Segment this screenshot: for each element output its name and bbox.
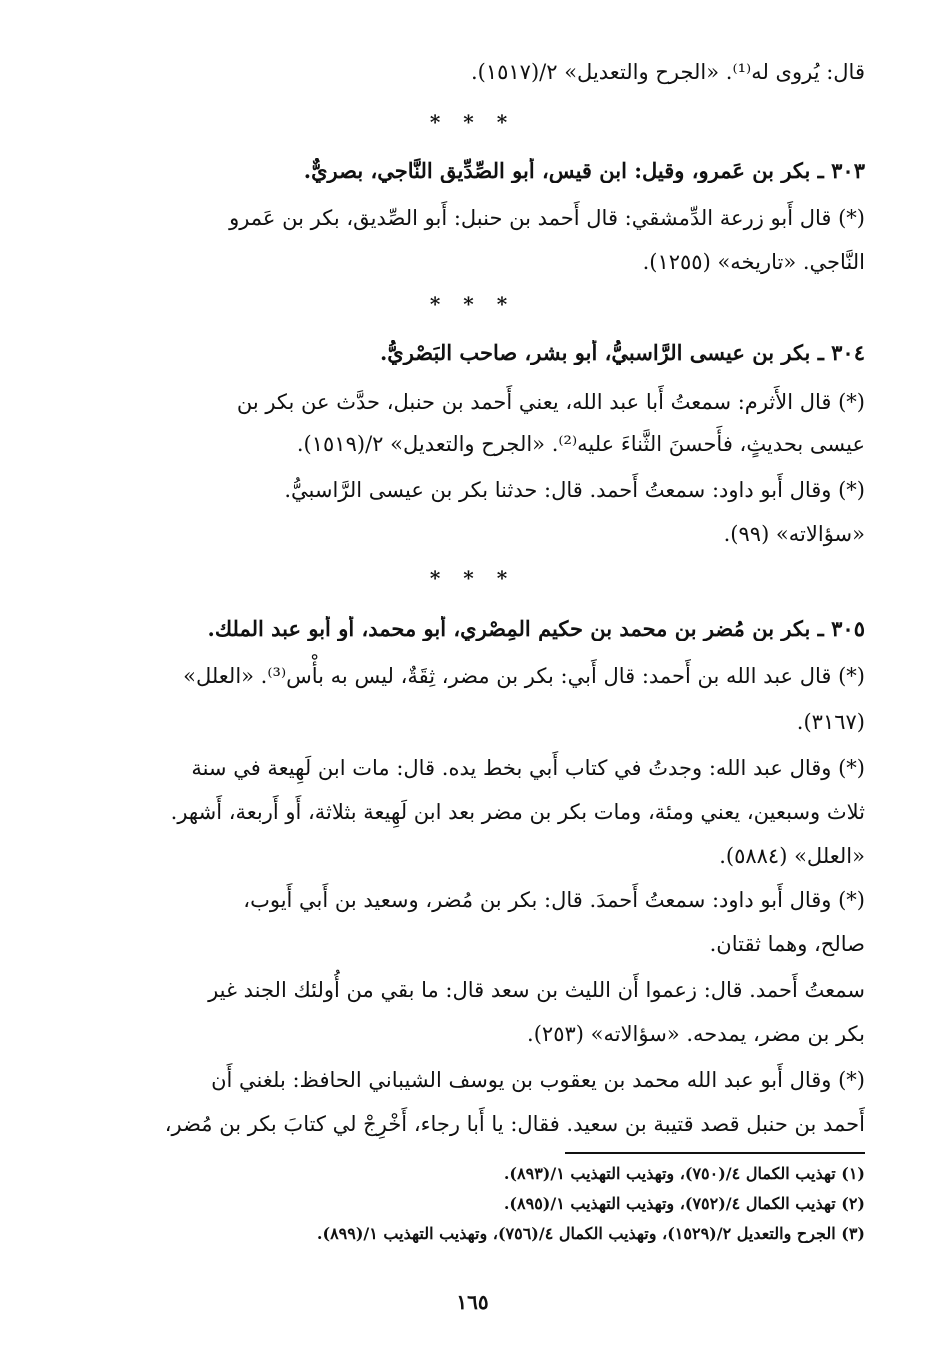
body-line: (*) وقال أَبو عبد الله محمد بن يعقوب بن يوسف الشيباني الحافظ: بلغني أَن xyxy=(211,1068,865,1092)
footnote-divider xyxy=(565,1152,865,1154)
body-line: (*) قال أَبو زرعة الدِّمشقي: قال أَحمد بن حنبل: أَبو الصِّديق، بكر بن عَمرو xyxy=(229,206,865,230)
body-line: (*) وقال أَبو داود: سمعتُ أَحمد. قال: حدثنا بكر بن عيسى الرَّاسبيُّ. xyxy=(284,478,865,502)
entry-heading-303: ٣٠٣ ـ بكر بن عَمرو، وقيل: ابن قيس، أَبو الصِّدِّيق النَّاجي، بصريٌّ. xyxy=(303,158,865,183)
body-line: (*) قال عبد الله بن أَحمد: قال أَبي: بكر بن مضر، ثِقَةٌ، ليس به بأْس⁽³⁾. «العلل» xyxy=(183,664,865,688)
body-line: ثلاث وسبعين، يعني ومئة، ومات بكر بن مضر بعد ابن لَهِيعة بثلاثة، أَو أَربعة، أَشهر. xyxy=(170,800,865,824)
footnote-3: (٣) الجرح والتعديل ٢/(١٥٢٩)، وتهذيب الكمال ٤/(٧٥٦)، وتهذيب التهذيب ١/(٨٩٩). xyxy=(316,1224,865,1243)
footnote-2: (٢) تهذيب الكمال ٤/(٧٥٢)، وتهذيب التهذيب ١/(٨٩٥). xyxy=(503,1194,865,1213)
body-line: أَحمد بن حنبل قصد قتيبة بن سعيد. فقال: يا أَبا رجاء، أَخْرِجْ لي كتابَ بكر بن مُضر، xyxy=(164,1112,865,1136)
section-separator: * * * xyxy=(429,566,516,590)
section-separator: * * * xyxy=(429,292,516,316)
body-line: صالح، وهما ثقتان. xyxy=(709,932,865,956)
entry-heading-304: ٣٠٤ ـ بكر بن عيسى الرَّاسبيُّ، أَبو بشر، صاحب البَصْريُّ. xyxy=(379,340,865,365)
body-line: النَّاجي. «تاريخه» (١٢٥٥). xyxy=(642,250,865,274)
body-line: (*) وقال عبد الله: وجدتُ في كتاب أَبي بخط يده. قال: مات ابن لَهِيعة في سنة xyxy=(191,756,865,780)
body-line: سمعتُ أَحمد. قال: زعموا أَن الليث بن سعد قال: ما بقي من أُولئك الجند غير xyxy=(208,978,865,1002)
body-line: (*) وقال أَبو داود: سمعتُ أَحمدَ. قال: بكر بن مُضر، وسعيد بن أَبي أَيوب، xyxy=(243,888,865,912)
body-line: قال: يُروى له⁽¹⁾. «الجرح والتعديل» ٢/(١٥١٧). xyxy=(470,60,865,84)
body-line: «العلل» (٥٨٨٤). xyxy=(719,844,865,868)
body-line: «سؤالاته» (٩٩). xyxy=(723,522,865,546)
section-separator: * * * xyxy=(429,110,516,134)
body-line: عيسى بحديثٍ، فأَحسنَ الثَّناءَ عليه⁽²⁾. «الجرح والتعديل» ٢/(١٥١٩). xyxy=(296,432,865,456)
body-line: بكر بن مضر، يمدحه. «سؤالاته» (٢٥٣). xyxy=(527,1022,865,1046)
page-number: ١٦٥ xyxy=(456,1290,489,1314)
entry-heading-305: ٣٠٥ ـ بكر بن مُضر بن محمد بن حكيم المِصْري، أَبو محمد، أَو أَبو عبد الملك. xyxy=(207,616,865,641)
body-line: (٣١٦٧). xyxy=(796,710,865,734)
body-line: (*) قال الأَثرم: سمعتُ أَبا عبد الله، يعني أَحمد بن حنبل، حدَّث عن بكر بن xyxy=(236,390,865,414)
footnote-1: (١) تهذيب الكمال ٤/(٧٥٠)، وتهذيب التهذيب ١/(٨٩٣). xyxy=(503,1164,865,1183)
book-page xyxy=(80,40,865,1340)
